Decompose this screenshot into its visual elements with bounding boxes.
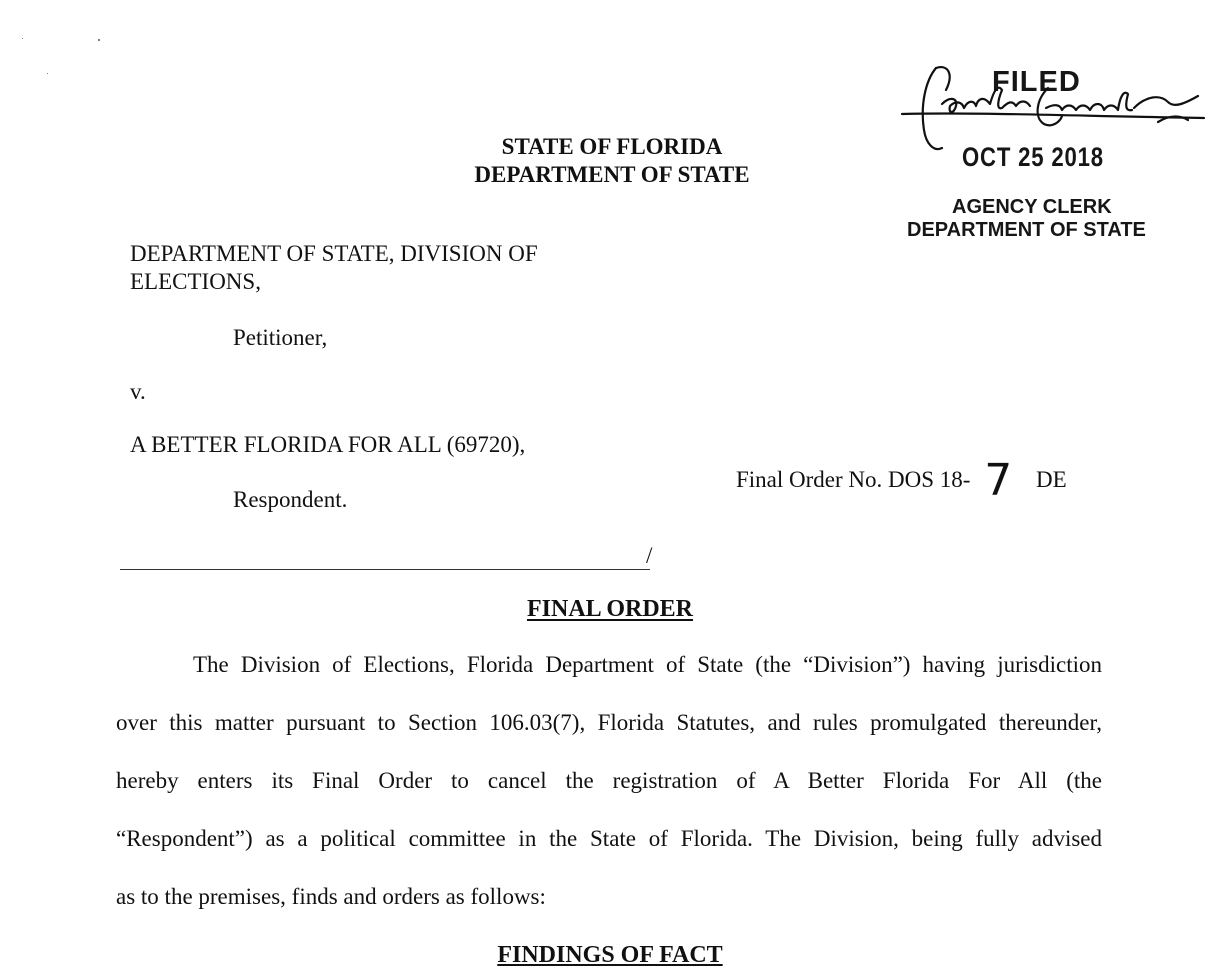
petitioner-line1: DEPARTMENT OF STATE, DIVISION OF — [130, 241, 538, 266]
order-number-handwritten: 7 — [984, 455, 1013, 506]
order-number-prefix: Final Order No. DOS 18- — [736, 467, 971, 492]
respondent-role: Respondent. — [233, 487, 348, 512]
caption-rule — [120, 569, 650, 570]
caption-slash: / — [646, 543, 653, 568]
scan-speck — [98, 39, 100, 41]
paragraph-line-3: hereby enters its Final Order to cancel the registration of A Better Florida For All (the — [116, 768, 1102, 793]
header-line1: STATE OF FLORIDA — [501, 134, 723, 159]
stamp-clerk-line1: AGENCY CLERK — [952, 196, 1112, 218]
scan-speck — [22, 38, 23, 39]
next-heading: FINDINGS OF FACT — [497, 942, 723, 968]
paragraph-line-1: The Division of Elections, Florida Department of State (the “Division”) having jurisdiction — [193, 652, 1102, 677]
paragraph-line-4: “Respondent”) as a political committee in the State of Florida. The Division, being fully advised — [116, 826, 1102, 851]
stamp-filed: FILED — [992, 66, 1081, 98]
respondent-name: A BETTER FLORIDA FOR ALL (69720), — [130, 432, 526, 457]
stamp-date: OCT 25 2018 — [962, 142, 1104, 172]
petitioner-line2: ELECTIONS, — [130, 269, 261, 294]
paragraph-line-2: over this matter pursuant to Section 106.03(7), Florida Statutes, and rules promulgated thereunder, — [116, 710, 1102, 735]
paragraph-line-5: as to the premises, finds and orders as follows: — [116, 884, 546, 909]
versus: v. — [130, 379, 146, 404]
petitioner-role: Petitioner, — [233, 325, 328, 350]
scan-speck — [47, 73, 48, 74]
header-line2: DEPARTMENT OF STATE — [474, 162, 750, 187]
final-order-number — [736, 456, 1067, 507]
order-number-suffix: DE — [1035, 467, 1067, 492]
stamp-clerk-line2: DEPARTMENT OF STATE — [907, 219, 1146, 241]
final-order-title: FINAL ORDER — [526, 596, 694, 622]
